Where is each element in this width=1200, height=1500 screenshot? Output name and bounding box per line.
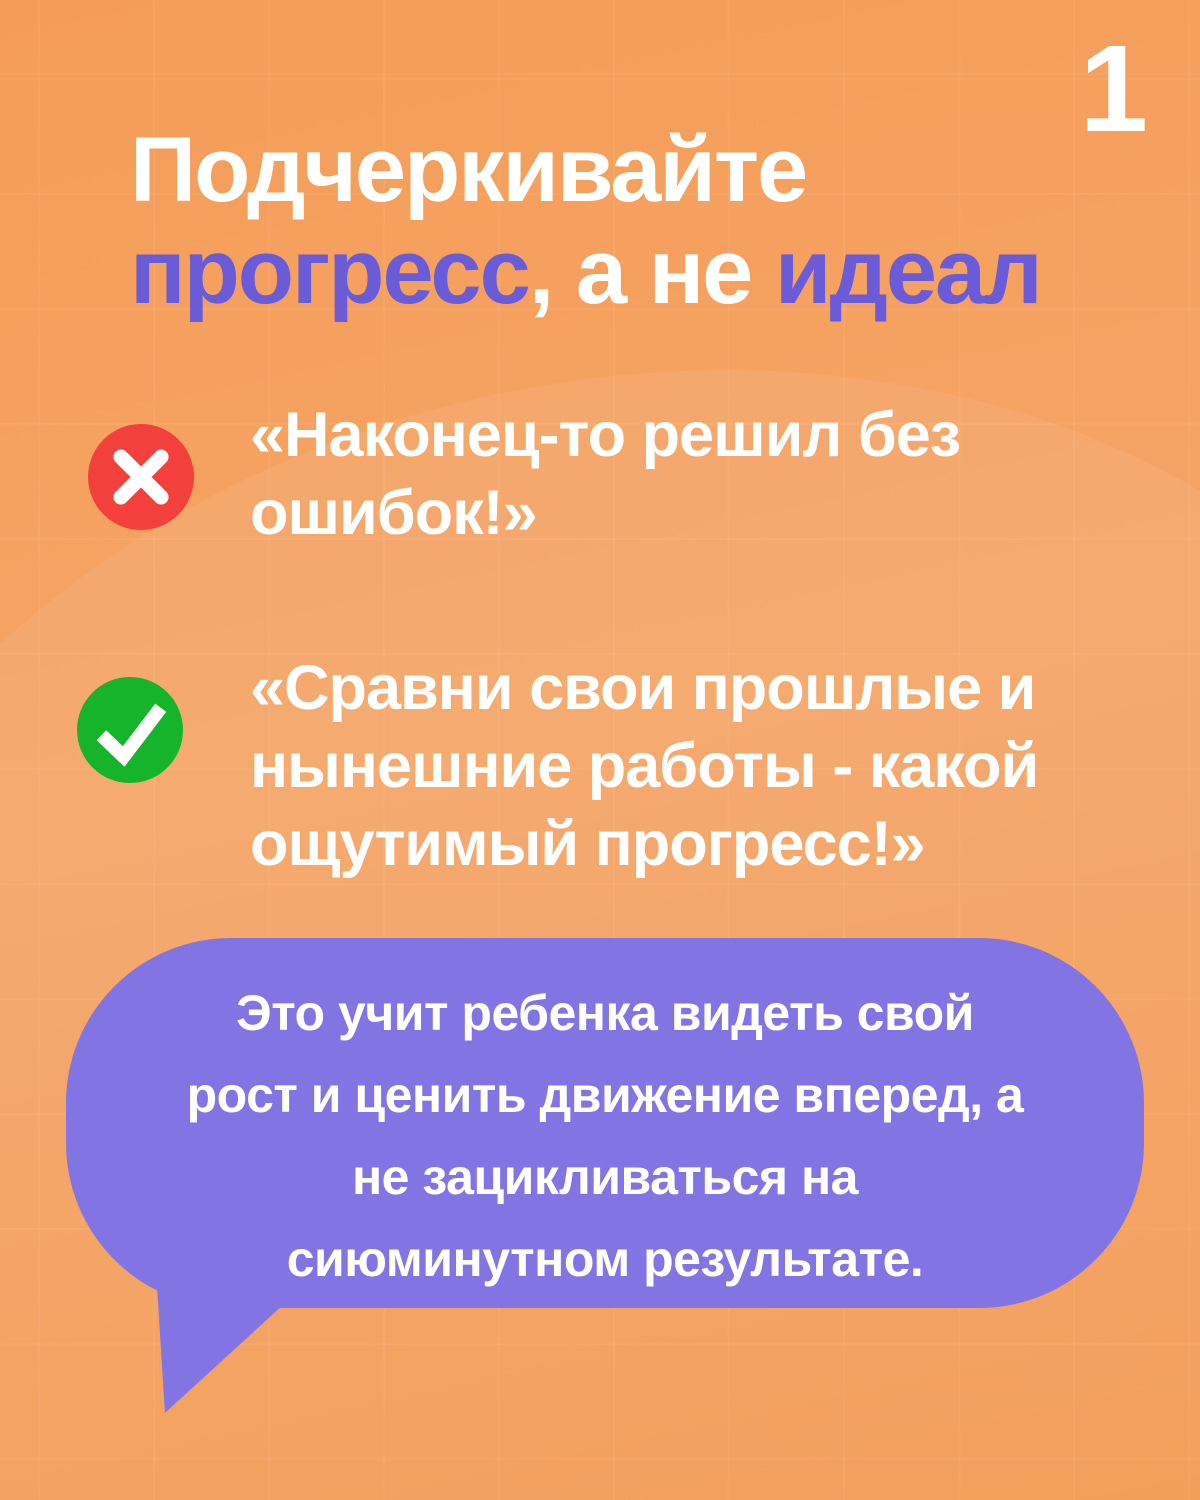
negative-example-text: [250, 396, 960, 552]
quote-line: ошибок!»: [250, 478, 537, 548]
positive-example-text: [250, 649, 1038, 883]
quote-line: ощутимый прогресс!»: [250, 809, 925, 879]
bubble-line: Это учит ребенка видеть свой: [236, 985, 974, 1041]
bubble-line: не зацикливаться на: [351, 1149, 858, 1205]
page-title: [130, 119, 1041, 323]
page-number: 1: [1079, 21, 1148, 158]
bubble-line: рост и ценить движение вперед, а: [186, 1067, 1024, 1123]
speech-bubble-text: [66, 972, 1144, 1300]
quote-line: нынешние работы - какой: [250, 731, 1039, 801]
check-icon: [77, 677, 183, 783]
quote-line: «Сравни свои прошлые и: [250, 653, 1036, 723]
title-connector: , а не: [528, 221, 775, 323]
quote-line: «Наконец-то решил без: [250, 400, 961, 470]
title-accent-ideal: идеал: [774, 221, 1041, 323]
bubble-line: сиюминутном результате.: [286, 1231, 924, 1287]
speech-bubble: [66, 938, 1144, 1308]
cross-icon: [88, 424, 194, 530]
title-line-1: Подчеркивайте: [130, 119, 807, 221]
title-accent-progress: прогресс: [130, 221, 529, 323]
title-line-2: [130, 221, 1041, 323]
